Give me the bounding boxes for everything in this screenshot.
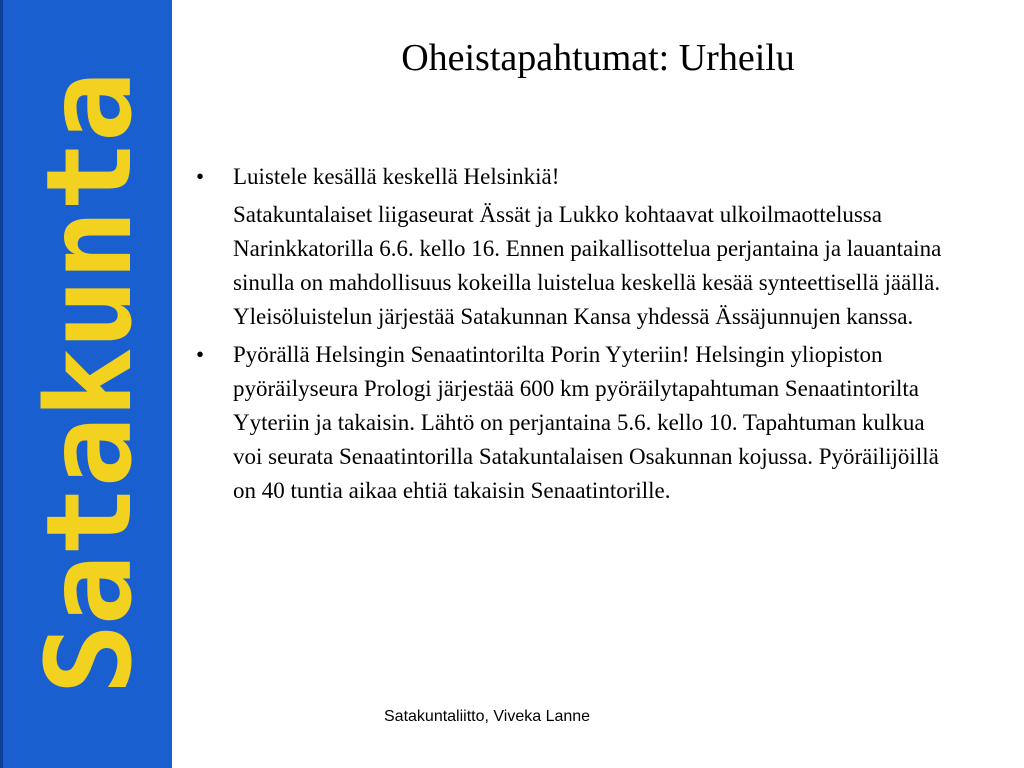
- satakunta-logo: [20, 73, 158, 695]
- sidebar-banner: [0, 0, 172, 768]
- logo-text: Satakunta: [20, 73, 158, 695]
- bullet-item: [196, 338, 956, 508]
- bullet-item: [196, 160, 956, 194]
- slide-title: Oheistapahtumat: Urheilu: [401, 37, 795, 79]
- bullet-marker: •: [196, 342, 205, 367]
- bullet-text: Luistele kesällä keskellä Helsinkiä!: [233, 164, 560, 189]
- bullet-text: Pyörällä Helsingin Senaatintorilta Porin Yyteriin! Helsingin yliopiston pyöräilyseura Prologi järjestää 600 km pyöräilytapahtuman Senaatintorilta Yyteriin ja takaisin. Lähtö on perjantaina 5.6. kello 10. Tapahtuman kulkua voi seurata Senaatintorilla Satakuntalaisen Osakunnan kojussa. Pyöräilijöillä on 40 tuntia aikaa ehtiä takaisin Senaatintorille.: [233, 342, 939, 503]
- bullet-marker: •: [196, 164, 205, 189]
- bullet-paragraph: Satakuntalaiset liigaseurat Ässät ja Lukko kohtaavat ulkoilmaottelussa Narinkkatorilla 6.6. kello 16. Ennen paikallisottelua perjantaina ja lauantaina sinulla on mahdollisuus kokeilla luistelua keskellä kesää synteettisellä jäällä. Yleisöluistelun järjestää Satakunnan Kansa yhdessä Ässäjunnujen kanssa.: [233, 202, 942, 329]
- slide-content: [196, 160, 956, 512]
- slide-footer: Satakuntaliitto, Viveka Lanne: [384, 708, 591, 725]
